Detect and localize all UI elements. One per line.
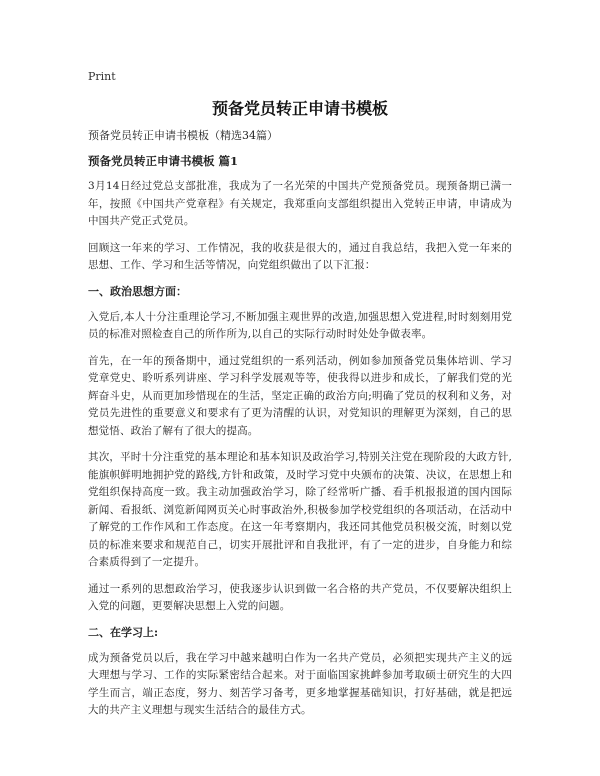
politics-paragraph: 首先，在一年的预备期中，通过党组织的一系列活动，例如参加预备党员集体培训、学习党章党史、聆听系列讲座、学习科学发展观等等，使我得以进步和成长，了解我们党的光辉奋斗史，从而更加珍惜现在的生活，坚定正确的政治方向;明确了党员的权利和义务，对党员先进性的重要意义和要求有了更为清醒的认识，对党知识的理解更为深刻，自己的思想觉悟、政治了解有了很大的提高。 xyxy=(88,354,512,437)
print-link[interactable]: Print xyxy=(88,70,116,83)
politics-paragraph: 入党后,本人十分注重理论学习,不断加强主观世界的改造,加强思想入党进程,时时刻刻用党员的标准对照检查自己的所作所为,以自己的实际行动时时处处争做表率。 xyxy=(88,310,512,340)
document-page xyxy=(88,70,512,729)
politics-paragraph: 其次，平时十分注重党的基本理论和基本知识及政治学习,特别关注党在现阶段的大政方针,能旗帜鲜明地拥护党的路线,方针和政策，及时学习党中央颁布的决策、决议，在思想上和党组织保持高度一致。我主动加强政治学习，除了经常听广播、看手机报报道的国内国际新闻、看报纸、浏览新闻网页关心时事政治外,积极参加学校党组织的各项活动，在活动中了解党的工作作风和工作态度。在这一年考察期内，我还同其他党员积极交流，时刻以党员的标准来要求和规范自己，切实开展批评和自我批评，有了一定的进步，自身能力和综合素质得到了一定提升。 xyxy=(88,451,512,568)
politics-heading: 一、政治思想方面： xyxy=(88,284,187,298)
review-paragraph: 回顾这一年来的学习、工作情况，我的收获是很大的，通过自我总结，我把入党一年来的思想、工作、学习和生活等情况，向党组织做出了以下汇报： xyxy=(88,241,512,271)
study-paragraph: 成为预备党员以后，我在学习中越来越明白作为一名共产党员，必须把实现共产主义的远大理想与学习、工作的实际紧密结合起来。对于面临国家挑衅参加考取硕士研究生的大四学生而言，端正态度，努力、刻苦学习备考，更多地掌握基础知识，打好基础，就是把远大的共产主义理想与现实生活结合的最佳方式。 xyxy=(88,651,512,716)
politics-paragraph: 通过一系列的思想政治学习，使我逐步认识到做一名合格的共产党员，不仅要解决组织上入党的问题，更要解决思想上入党的问题。 xyxy=(88,582,512,612)
page-title: 预备党员转正申请书模板 xyxy=(211,99,388,118)
study-heading: 二、在学习上: xyxy=(88,625,159,639)
section-title: 预备党员转正申请书模板 篇1 xyxy=(88,154,239,168)
intro-paragraph: 3月14日经过党总支部批准，我成为了一名光荣的中国共产党预备党员。现预备期已满一年，按照《中国共产党章程》有关规定，我郑重向支部组织提出入党转正申请，申请成为中国共产党正式党员。 xyxy=(88,180,512,227)
document-subtitle: 预备党员转正申请书模板（精选34篇） xyxy=(88,129,278,142)
